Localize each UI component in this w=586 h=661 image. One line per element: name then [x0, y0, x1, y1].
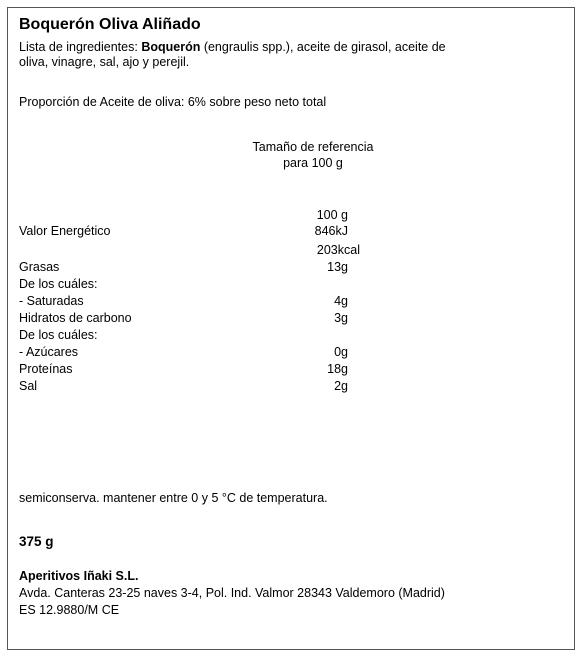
ingredients-line-1: [19, 40, 446, 55]
product-title: Boquerón Oliva Aliñado: [19, 16, 201, 33]
ingredients-rest: (engraulis spp.), aceite de girasol, aceite de: [200, 40, 446, 54]
nutrition-row-label: Hidratos de carbono: [19, 311, 132, 325]
company-name: Aperitivos Iñaki S.L.: [19, 569, 139, 583]
nutrition-row-value: 4g: [334, 294, 348, 308]
nutrition-per-label: 100 g: [316, 208, 348, 222]
nutrition-row-label: - Saturadas: [19, 294, 84, 308]
net-weight: 375 g: [19, 534, 54, 549]
nutrition-row-label: - Azúcares: [19, 345, 79, 359]
ingredients-bold: Boquerón: [141, 40, 201, 54]
nutrition-row-label: Proteínas: [19, 362, 73, 376]
nutrition-row-label: De los cuáles:: [19, 328, 98, 342]
nutrition-row-value: 203kcal: [316, 243, 360, 257]
olive-oil-ratio: Proporción de Aceite de oliva: 6% sobre peso neto total: [19, 95, 327, 109]
product-label: [7, 7, 575, 650]
nutrition-header-line-1: Tamaño de referencia: [252, 140, 374, 154]
nutrition-row-value: 846kJ: [314, 224, 348, 238]
nutrition-row-label: Sal: [19, 379, 38, 393]
nutrition-row-label: De los cuáles:: [19, 277, 98, 291]
nutrition-row-value: 13g: [327, 260, 348, 274]
nutrition-row-label: Grasas: [19, 260, 60, 274]
nutrition-row-label: Valor Energético: [19, 224, 111, 238]
storage-instructions: semiconserva. mantener entre 0 y 5 °C de temperatura.: [19, 491, 328, 505]
ingredients-line-2: oliva, vinagre, sal, ajo y perejil.: [19, 55, 190, 69]
nutrition-row-value: 0g: [334, 345, 348, 359]
nutrition-row-value: 18g: [327, 362, 348, 376]
nutrition-row-value: 2g: [334, 379, 348, 393]
nutrition-row-value: 3g: [334, 311, 348, 325]
nutrition-header-line-2: para 100 g: [283, 156, 343, 170]
company-registry: ES 12.9880/M CE: [19, 603, 120, 617]
ingredients-prefix: Lista de ingredientes:: [19, 40, 142, 54]
company-address: Avda. Canteras 23-25 naves 3-4, Pol. Ind. Valmor 28343 Valdemoro (Madrid): [19, 586, 445, 600]
